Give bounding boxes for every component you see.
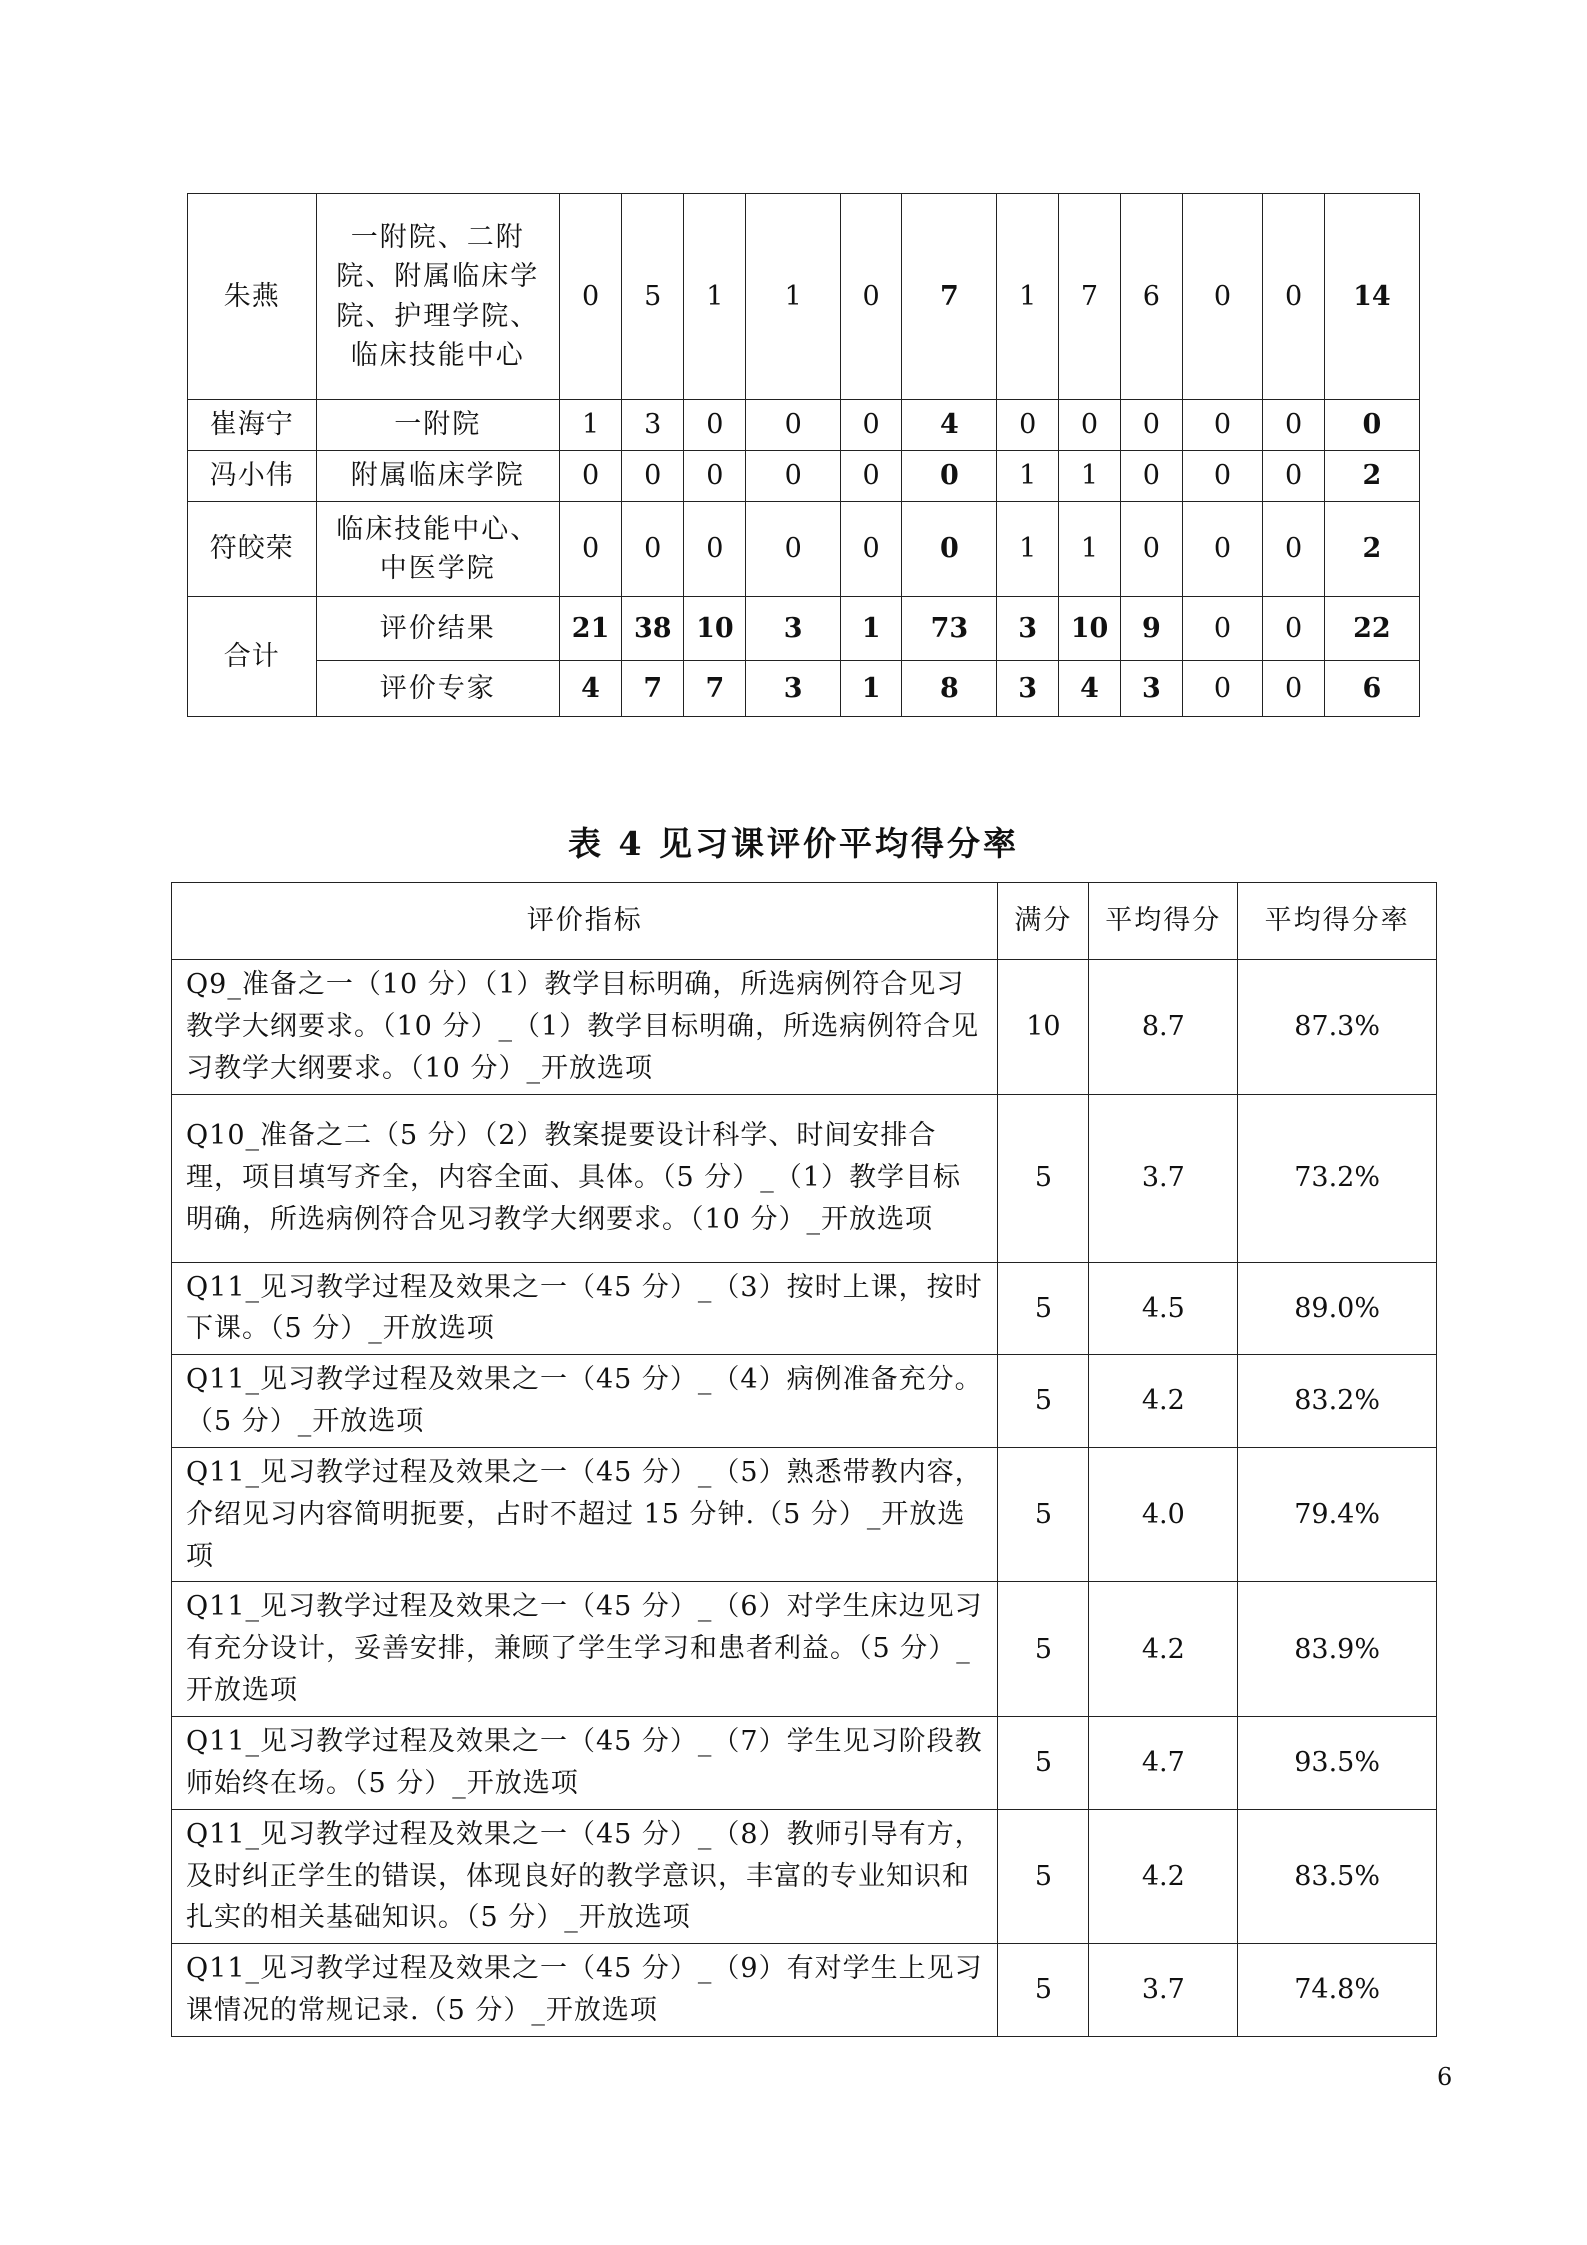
- table-row: [188, 502, 1420, 597]
- table-cell: 1: [746, 194, 840, 400]
- table-row: [172, 1262, 1437, 1355]
- table-row: [172, 1355, 1437, 1448]
- table-cell: 3: [622, 400, 684, 451]
- table-cell: 22: [1324, 597, 1419, 661]
- score-rate-table: [171, 882, 1437, 2037]
- full-score-cell: 5: [998, 1447, 1089, 1582]
- table-cell: 9: [1121, 597, 1183, 661]
- table-caption: 表 4 见习课评价平均得分率: [568, 824, 1019, 863]
- table-cell: 0: [1263, 194, 1324, 400]
- table-cell: 0: [1058, 400, 1120, 451]
- average-score-cell: 4.2: [1089, 1582, 1238, 1717]
- table-row-total-results: [188, 597, 1420, 661]
- indicator-cell: Q11_见习教学过程及效果之一（45 分）_（9）有对学生上见习课情况的常规记录.（5 分）_开放选项: [172, 1944, 998, 2037]
- table-cell: 0: [1182, 597, 1263, 661]
- header-indicator: 评价指标: [172, 883, 998, 960]
- indicator-cell: Q11_见习教学过程及效果之一（45 分）_（6）对学生床边见习有充分设计，妥善安排，兼顾了学生学习和患者利益。（5 分）_开放选项: [172, 1582, 998, 1717]
- table-cell: 0: [1263, 661, 1324, 717]
- table-cell: 0: [560, 451, 622, 502]
- table-cell: 3: [997, 597, 1059, 661]
- average-score-cell: 4.5: [1089, 1262, 1238, 1355]
- table-cell: 14: [1324, 194, 1419, 400]
- indicator-cell: Q10_准备之二（5 分）（2）教案提要设计科学、时间安排合理，项目填写齐全，内容全面、具体。（5 分）_（1）教学目标明确，所选病例符合见习教学大纲要求。（10 分）_开放选项: [172, 1094, 998, 1262]
- evaluator-institution: 附属临床学院: [316, 451, 560, 502]
- table-header-row: [172, 883, 1437, 960]
- full-score-cell: 5: [998, 1262, 1089, 1355]
- evaluator-institution: 一附院、二附院、附属临床学院、护理学院、临床技能中心: [316, 194, 560, 400]
- table-cell: 0: [840, 400, 902, 451]
- table-row: [172, 1716, 1437, 1809]
- table-cell: 0: [560, 194, 622, 400]
- table-row: [172, 1582, 1437, 1717]
- table-row: [172, 1094, 1437, 1262]
- evaluator-name: 朱燕: [188, 194, 317, 400]
- table-cell: 6: [1121, 194, 1183, 400]
- table-cell: 7: [684, 661, 746, 717]
- table-row: [188, 400, 1420, 451]
- table-cell: 0: [840, 194, 902, 400]
- evaluator-table: [187, 193, 1420, 717]
- table-cell: 3: [746, 597, 840, 661]
- table-cell: 1: [997, 502, 1059, 597]
- evaluator-name: 崔海宁: [188, 400, 317, 451]
- average-score-cell: 4.0: [1089, 1447, 1238, 1582]
- header-average-rate: 平均得分率: [1238, 883, 1437, 960]
- table-cell: 1: [997, 194, 1059, 400]
- total-label: 合计: [188, 597, 317, 717]
- table-cell: 1: [840, 661, 902, 717]
- table-cell: 0: [684, 400, 746, 451]
- table-cell: 0: [746, 451, 840, 502]
- full-score-cell: 5: [998, 1355, 1089, 1448]
- average-score-cell: 3.7: [1089, 1094, 1238, 1262]
- full-score-cell: 10: [998, 960, 1089, 1095]
- average-score-cell: 4.7: [1089, 1716, 1238, 1809]
- average-score-cell: 8.7: [1089, 960, 1238, 1095]
- average-score-cell: 3.7: [1089, 1944, 1238, 2037]
- evaluator-institution: 一附院: [316, 400, 560, 451]
- table-cell: 0: [1121, 451, 1183, 502]
- table-row: [172, 960, 1437, 1095]
- table-cell: 0: [1324, 400, 1419, 451]
- table-cell: 1: [997, 451, 1059, 502]
- table-cell: 0: [902, 502, 997, 597]
- evaluator-name: 冯小伟: [188, 451, 317, 502]
- table-cell: 0: [1182, 502, 1263, 597]
- table-cell: 0: [840, 502, 902, 597]
- table-cell: 0: [1121, 400, 1183, 451]
- full-score-cell: 5: [998, 1809, 1089, 1944]
- table-cell: 0: [746, 502, 840, 597]
- evaluator-name: 符皎荣: [188, 502, 317, 597]
- experts-label: 评价专家: [316, 661, 560, 717]
- indicator-cell: Q11_见习教学过程及效果之一（45 分）_（7）学生见习阶段教师始终在场。（5 分）_开放选项: [172, 1716, 998, 1809]
- indicator-cell: Q11_见习教学过程及效果之一（45 分）_（4）病例准备充分。（5 分）_开放选项: [172, 1355, 998, 1448]
- full-score-cell: 5: [998, 1094, 1089, 1262]
- table-cell: 0: [1121, 502, 1183, 597]
- indicator-cell: Q11_见习教学过程及效果之一（45 分）_（3）按时上课，按时下课。（5 分）_开放选项: [172, 1262, 998, 1355]
- full-score-cell: 5: [998, 1582, 1089, 1717]
- header-average-score: 平均得分: [1089, 883, 1238, 960]
- table-cell: 8: [902, 661, 997, 717]
- average-rate-cell: 74.8%: [1238, 1944, 1437, 2037]
- table-cell: 4: [560, 661, 622, 717]
- table-row: [172, 1944, 1437, 2037]
- table-cell: 4: [902, 400, 997, 451]
- average-score-cell: 4.2: [1089, 1809, 1238, 1944]
- table-cell: 0: [622, 502, 684, 597]
- table-cell: 5: [622, 194, 684, 400]
- full-score-cell: 5: [998, 1944, 1089, 2037]
- average-rate-cell: 87.3%: [1238, 960, 1437, 1095]
- table-cell: 10: [1058, 597, 1120, 661]
- table-cell: 1: [1058, 451, 1120, 502]
- table-cell: 0: [622, 451, 684, 502]
- table-cell: 0: [684, 502, 746, 597]
- table-row: [188, 194, 1420, 400]
- table-cell: 2: [1324, 451, 1419, 502]
- table-cell: 6: [1324, 661, 1419, 717]
- results-label: 评价结果: [316, 597, 560, 661]
- table-cell: 10: [684, 597, 746, 661]
- average-rate-cell: 93.5%: [1238, 1716, 1437, 1809]
- table-cell: 0: [1182, 661, 1263, 717]
- table-cell: 0: [1263, 502, 1324, 597]
- table-cell: 4: [1058, 661, 1120, 717]
- table-cell: 1: [560, 400, 622, 451]
- table-cell: 0: [997, 400, 1059, 451]
- table-cell: 3: [1121, 661, 1183, 717]
- table-cell: 0: [746, 400, 840, 451]
- evaluator-institution: 临床技能中心、中医学院: [316, 502, 560, 597]
- table-cell: 7: [622, 661, 684, 717]
- indicator-cell: Q9_准备之一（10 分）（1）教学目标明确，所选病例符合见习教学大纲要求。（10 分）_（1）教学目标明确，所选病例符合见习教学大纲要求。（10 分）_开放选项: [172, 960, 998, 1095]
- table-cell: 1: [840, 597, 902, 661]
- table-cell: 7: [902, 194, 997, 400]
- table-cell: 2: [1324, 502, 1419, 597]
- table-cell: 0: [1182, 194, 1263, 400]
- average-rate-cell: 83.2%: [1238, 1355, 1437, 1448]
- average-rate-cell: 83.5%: [1238, 1809, 1437, 1944]
- table-cell: 0: [560, 502, 622, 597]
- table-row: [188, 451, 1420, 502]
- indicator-cell: Q11_见习教学过程及效果之一（45 分）_（8）教师引导有方，及时纠正学生的错误，体现良好的教学意识，丰富的专业知识和扎实的相关基础知识。（5 分）_开放选项: [172, 1809, 998, 1944]
- table-cell: 0: [1182, 451, 1263, 502]
- table-cell: 0: [902, 451, 997, 502]
- average-rate-cell: 89.0%: [1238, 1262, 1437, 1355]
- table-cell: 0: [684, 451, 746, 502]
- table-cell: 3: [746, 661, 840, 717]
- table-cell: 38: [622, 597, 684, 661]
- table-row-total-experts: [188, 661, 1420, 717]
- page-number: 6: [1437, 2063, 1453, 2091]
- average-rate-cell: 79.4%: [1238, 1447, 1437, 1582]
- table-cell: 21: [560, 597, 622, 661]
- table-row: [172, 1447, 1437, 1582]
- table-cell: 7: [1058, 194, 1120, 400]
- table-cell: 73: [902, 597, 997, 661]
- table-cell: 0: [1182, 400, 1263, 451]
- table-cell: 1: [1058, 502, 1120, 597]
- table-row: [172, 1809, 1437, 1944]
- table-cell: 1: [684, 194, 746, 400]
- table-cell: 3: [997, 661, 1059, 717]
- table-cell: 0: [1263, 451, 1324, 502]
- average-rate-cell: 73.2%: [1238, 1094, 1437, 1262]
- table-cell: 0: [1263, 597, 1324, 661]
- table-cell: 0: [840, 451, 902, 502]
- table-cell: 0: [1263, 400, 1324, 451]
- full-score-cell: 5: [998, 1716, 1089, 1809]
- average-rate-cell: 83.9%: [1238, 1582, 1437, 1717]
- average-score-cell: 4.2: [1089, 1355, 1238, 1448]
- header-full-score: 满分: [998, 883, 1089, 960]
- indicator-cell: Q11_见习教学过程及效果之一（45 分）_（5）熟悉带教内容，介绍见习内容简明扼要，占时不超过 15 分钟.（5 分）_开放选项: [172, 1447, 998, 1582]
